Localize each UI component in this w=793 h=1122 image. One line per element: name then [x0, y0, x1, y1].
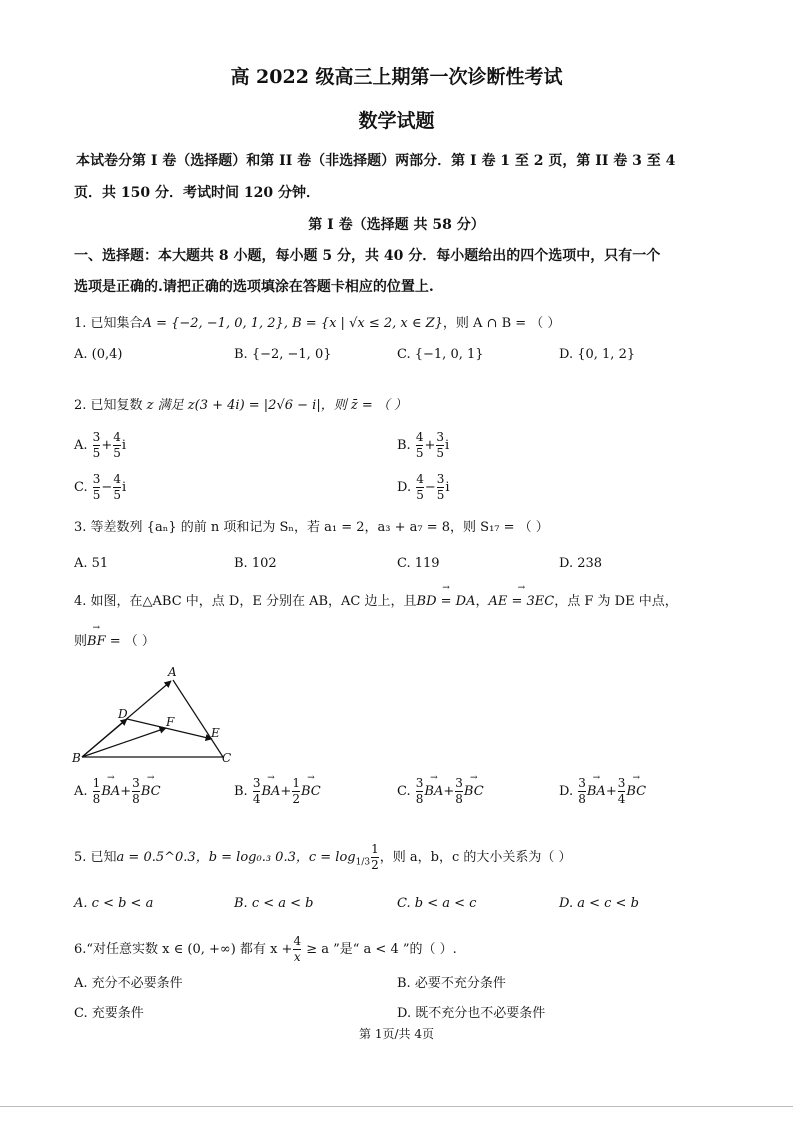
- question-5-stem: [74, 842, 572, 873]
- q4-c-vec-bc: → BC: [464, 784, 484, 799]
- q2-option-a[interactable]: [74, 430, 126, 461]
- q2-a-i: i: [121, 438, 127, 453]
- q4-a-label: A.: [74, 784, 88, 799]
- q2-d-i: i: [445, 480, 450, 495]
- q4-condition-1: → BD = DA: [417, 594, 476, 609]
- q4-b-frac2: $\frac{1}{2}$: [292, 776, 300, 806]
- q4-c-op: +: [443, 784, 455, 799]
- q1-option-b[interactable]: B. {−2, −1, 0}: [234, 347, 332, 362]
- q2-c-op: −: [101, 480, 113, 495]
- q4-option-b[interactable]: [234, 776, 321, 807]
- label-a: A: [168, 665, 177, 679]
- q5-option-c[interactable]: C. b < a < c: [397, 896, 477, 911]
- q4-a-frac2: $\frac{3}{8}$: [132, 776, 140, 806]
- q4-target-vector: → BF: [87, 634, 106, 649]
- q2-b-frac1: $\frac{4}{5}$: [415, 430, 424, 460]
- question-4-stem-line-2: [74, 630, 155, 649]
- q4-option-d[interactable]: [559, 776, 646, 807]
- label-b: B: [72, 751, 81, 765]
- q6-option-a[interactable]: A. 充分不必要条件: [74, 976, 183, 991]
- q4-c-vec-ba: → BA: [424, 784, 443, 799]
- q3-option-d[interactable]: D. 238: [559, 556, 603, 571]
- q5-b-def: ，b = log₀.₃ 0.3: [195, 850, 296, 865]
- q4-d-frac1: $\frac{3}{8}$: [578, 776, 586, 806]
- intro-line-1: 本试卷分第 I 卷（选择题）和第 II 卷（非选择题）两部分．第 I 卷 1 至 2 页，第 II 卷 3 至 4: [76, 153, 676, 169]
- q5-option-b[interactable]: B. c < a < b: [234, 896, 314, 911]
- q5-c-arg: $\frac{1}{2}$: [371, 842, 379, 872]
- q6-option-b[interactable]: B. 必要不充分条件: [397, 976, 506, 991]
- vector-bd: [82, 719, 127, 757]
- label-c: C: [222, 751, 232, 765]
- exam-title: 高 2022 级高三上期第一次诊断性考试: [230, 66, 563, 88]
- q5-prefix: 5. 已知: [74, 850, 117, 865]
- q4-separator: ，: [475, 594, 489, 609]
- q6-prefix: 6.“对任意实数 x ∈ (0, +∞) 都有 x +: [74, 942, 293, 957]
- q4-suffix: = （ ）: [105, 634, 155, 649]
- q4-a-frac1: $\frac{1}{8}$: [92, 776, 101, 806]
- q4-b-label: B.: [234, 784, 248, 799]
- q4-d-vec-ba: → BA: [587, 784, 606, 799]
- exam-subtitle: 数学试题: [358, 110, 435, 132]
- q2-d-label: D.: [397, 480, 412, 495]
- q4-option-a[interactable]: [74, 776, 161, 807]
- edge-ca: [173, 680, 223, 757]
- q3-option-a[interactable]: A. 51: [74, 556, 109, 571]
- q2-a-label: A.: [74, 438, 88, 453]
- q4-condition-2: → AE = 3EC: [488, 594, 554, 609]
- part1-line-1: 一、选择题：本大题共 8 小题，每小题 5 分，共 40 分．每小题给出的四个选项中，只有一个: [74, 248, 661, 264]
- q3-option-b[interactable]: B. 102: [234, 556, 277, 571]
- q2-condition: z 满足 z(3 + 4i) = |2√6 − i|，则: [142, 398, 347, 413]
- q4-c-frac1: $\frac{3}{8}$: [415, 776, 424, 806]
- q2-option-c[interactable]: [74, 472, 126, 503]
- q1-prefix: 1. 已知集合: [74, 316, 143, 331]
- q6-suffix: ≥ a ”是“ a < 4 ”的（ ）.: [302, 942, 457, 957]
- q2-prefix: 2. 已知复数: [74, 398, 143, 413]
- q6-option-c[interactable]: C. 充要条件: [74, 1006, 144, 1021]
- q6-option-d[interactable]: D. 既不充分也不必要条件: [397, 1006, 546, 1021]
- q5-c-def: ，c = log: [295, 850, 356, 865]
- q2-c-i: i: [121, 480, 127, 495]
- q2-c-label: C.: [74, 480, 88, 495]
- q4-b-vec-ba: → BA: [261, 784, 280, 799]
- q5-c-base: 1/3: [355, 857, 371, 868]
- label-f: F: [166, 715, 175, 729]
- q1-option-d[interactable]: D. {0, 1, 2}: [559, 347, 636, 362]
- q4-c-label: C.: [397, 784, 411, 799]
- q4-a-vec-ba: → BA: [101, 784, 120, 799]
- question-2-stem: [74, 394, 407, 413]
- q5-a-def: a = 0.5^0.3: [116, 850, 196, 865]
- q4-a-vec-bc: → BC: [141, 784, 161, 799]
- q2-a-op: +: [101, 438, 113, 453]
- question-4-stem-line-1: [74, 590, 678, 609]
- q2-d-frac2: $\frac{3}{5}$: [436, 472, 445, 502]
- q1-suffix: ，则 A ∩ B = （ ）: [442, 316, 561, 331]
- page-footer: 第 1页/共 4页: [359, 1027, 434, 1041]
- q4-b-vec-bc: → BC: [301, 784, 321, 799]
- q2-suffix: z̄ = （ ）: [346, 398, 407, 413]
- q1-set-b: , B = {x | √x ≤ 2, x ∈ Z}: [283, 316, 443, 331]
- q5-option-d[interactable]: D. a < c < b: [559, 896, 639, 911]
- part1-line-2: 选项是正确的.请把正确的选项填涂在答题卡相应的位置上.: [74, 279, 434, 295]
- q4-d-frac2: $\frac{3}{4}$: [617, 776, 626, 806]
- vector-bf: [82, 728, 166, 757]
- label-d: D: [118, 707, 128, 721]
- q2-a-frac2: $\frac{4}{5}$: [113, 430, 121, 460]
- bottom-divider: [0, 1106, 793, 1107]
- q2-c-frac2: $\frac{4}{5}$: [113, 472, 121, 502]
- q4-option-c[interactable]: [397, 776, 484, 807]
- q1-option-c[interactable]: C. {−1, 0, 1}: [397, 347, 484, 362]
- q2-c-frac1: $\frac{3}{5}$: [92, 472, 101, 502]
- q5-option-a[interactable]: A. c < b < a: [74, 896, 154, 911]
- q4-prefix: 则: [74, 634, 88, 649]
- q4-b-op: +: [280, 784, 292, 799]
- q2-option-b[interactable]: [397, 430, 449, 461]
- q2-d-op: −: [424, 480, 436, 495]
- triangle-figure: [70, 660, 240, 772]
- question-3-stem: 3. 等差数列 {aₙ} 的前 n 项和记为 Sₙ，若 a₁ = 2，a₃ + a₇ = 8，则 S₁₇ = （ ）: [74, 520, 549, 535]
- q4-a-op: +: [120, 784, 132, 799]
- q4-c-frac2: $\frac{3}{8}$: [455, 776, 463, 806]
- q6-frac: $\frac{4}{x}$: [293, 934, 302, 964]
- q4-stem-end: ，点 F 为 DE 中点，: [554, 594, 678, 609]
- q1-set-a: A = {−2, −1, 0, 1, 2}: [142, 316, 284, 331]
- q4-d-label: D.: [559, 784, 574, 799]
- question-6-stem: [74, 934, 457, 965]
- q2-option-d[interactable]: [397, 472, 450, 503]
- q4-stem-text: 4. 如图，在△ABC 中，点 D，E 分别在 AB，AC 边上，且: [74, 594, 417, 609]
- q2-d-frac1: $\frac{4}{5}$: [416, 472, 424, 502]
- q4-d-vec-bc: → BC: [626, 784, 646, 799]
- q2-b-frac2: $\frac{3}{5}$: [436, 430, 445, 460]
- q2-b-label: B.: [397, 438, 411, 453]
- q5-suffix: ，则 a，b，c 的大小关系为（ ）: [379, 850, 572, 865]
- q4-b-frac1: $\frac{3}{4}$: [252, 776, 261, 806]
- q3-option-c[interactable]: C. 119: [397, 556, 440, 571]
- q2-b-i: i: [445, 438, 450, 453]
- q2-a-frac1: $\frac{3}{5}$: [92, 430, 101, 460]
- intro-line-2: 页．共 150 分．考试时间 120 分钟．: [74, 185, 320, 201]
- q1-option-a[interactable]: A. (0,4): [74, 347, 123, 362]
- q2-b-op: +: [424, 438, 436, 453]
- q4-d-op: +: [605, 784, 617, 799]
- section-header: 第 I 卷（选择题 共 58 分）: [308, 217, 485, 233]
- label-e: E: [211, 726, 220, 740]
- question-1-stem: [74, 312, 560, 331]
